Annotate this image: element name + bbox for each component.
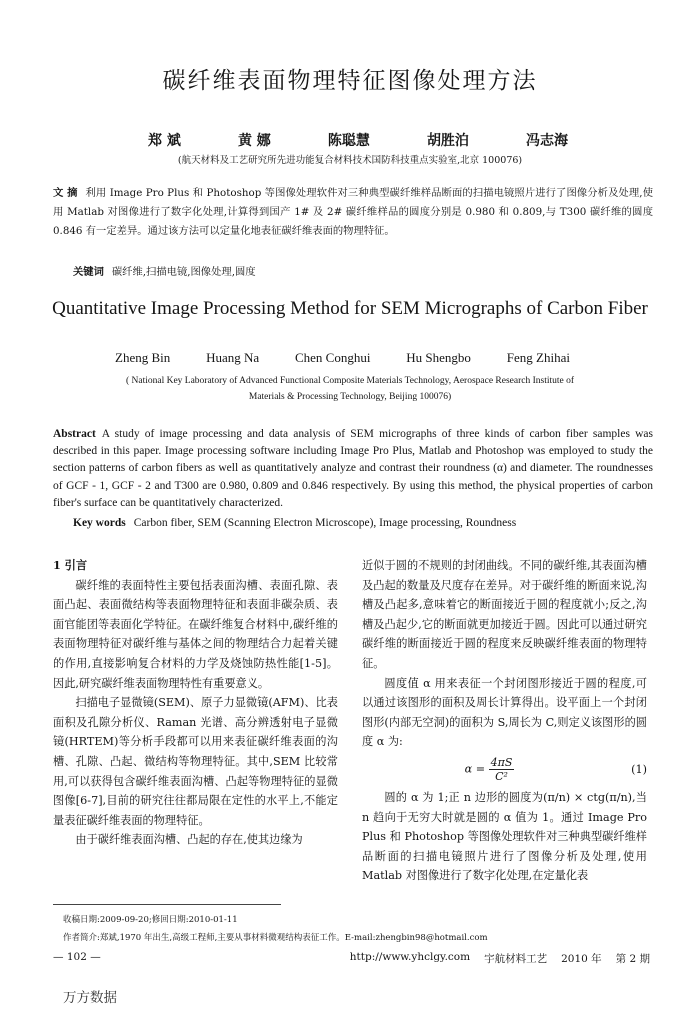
formula-lhs: α = [464,762,486,776]
abstract-cn-label: 文 摘 [53,187,78,199]
formula-expression [362,756,617,783]
paper-title-en: Quantitative Image Processing Method for SEM Micrographs of Carbon Fiber [52,298,648,319]
abstract-en-label: Abstract [53,428,96,440]
footer-journal-info [350,951,650,966]
author-list-cn [148,130,568,150]
affiliation-en-line1: ( National Key Laboratory of Advanced Functional Composite Materials Technology, Aerospace Research Institute of [125,376,575,386]
formula-fraction [489,756,515,783]
formula-denominator: C² [495,770,508,784]
footnote-dates: 收稿日期:2009-09-20;修回日期:2010-01-11 [63,915,238,925]
abstract-en [53,426,653,512]
author-en: Hu Shengbo [406,350,471,365]
formula-number: (1) [631,763,647,777]
author-list-en [115,350,570,366]
keywords-cn-text: 碳纤维,扫描电镜,图像处理,圆度 [111,266,256,278]
author-cn: 陈聪慧 [327,133,370,149]
abstract-cn [53,184,653,241]
body-paragraph: 碳纤维的表面特性主要包括表面沟槽、表面孔隙、表面凸起、表面微结构等表面物理特征和表面非碳杂质、表面官能团等表面化学特征。在碳纤维复合材料中,碳纤维的表面物理特征对碳纤维与基体之间的物理结合力起着关键的作用,直接影响复合材料的力学及烧蚀防热性能[1-5]。因此,研究碳纤维表面物理特性有重要意义。 [53,578,338,690]
roundness-formula [362,752,647,788]
author-cn: 胡胜泊 [426,133,469,149]
abstract-en-text: A study of image processing and data analysis of SEM micrographs of three kinds of carbon fiber samples was described in this paper. Image processing software including Image Pro Plus, Matlab and Photoshop was employed to study the section patterns of carbon fibers as well as quantitatively analyze and contrast their roundness (α) and diameter. The roundnesses of GCF - 1, GCF - 2 and T300 are 0.980, 0.809 and 0.846 respectively. By using this method, the physical properties of carbon fiber's surface can be quantitatively characterized. [53,428,653,509]
paper-title-cn: 碳纤维表面物理特征图像处理方法 [162,68,538,94]
affiliation-cn: (航天材料及工艺研究所先进功能复合材料技术国防科技重点实验室,北京 100076) [177,155,523,166]
body-column-left [53,556,338,850]
watermark-text: 万方数据 [63,990,117,1006]
formula-numerator: 4πS [490,756,513,770]
keywords-en-text: Carbon fiber, SEM (Scanning Electron Microscope), Image processing, Roundness [133,517,517,529]
journal-year: 2010 年 [561,953,602,965]
affiliation-en [0,373,700,405]
section-heading: 1 引言 [53,558,88,572]
journal-url[interactable]: http://www.yhclgy.com [349,951,471,963]
page-number: — 102 — [53,951,101,963]
abstract-cn-text: 利用 Image Pro Plus 和 Photoshop 等图像处理软件对三种典型碳纤维样品断面的扫描电镜照片进行了图像分析及处理,使用 Matlab 对图像进行了数字化处理,计算得到国产 1# 及 2# 碳纤维样品的圆度分别是 0.980 和 0.809,与 T300 碳纤维的圆度 0.846 有一定差异。通过该方法可以定量化地表征碳纤维表面的物理特征。 [53,187,653,237]
author-en: Huang Na [206,350,260,365]
affiliation-en-line2: Materials & Processing Technology, Beijing 100076) [248,392,452,402]
page-footer [53,951,650,966]
body-paragraph: 圆的 α 为 1;正 n 边形的圆度为(π/n) × ctg(π/n),当 n 趋向于无穷大时就是圆的 α 值为 1。通过 Image Pro Plus 和 Photoshop 等图像处理软件对三种典型碳纤维样品断面的扫描电镜照片进行了图像分析及处理,使用 Matlab 对图像进行了数字化处理,在定量化表 [362,790,647,883]
author-cn: 郑 斌 [148,133,181,149]
author-en: Chen Conghui [294,350,371,365]
footnote-author: 作者简介:郑斌,1970 年出生,高级工程师,主要从事材料微观结构表征工作。E-mail:zhengbin98@hotmail.com [63,933,488,943]
footnote-divider [53,904,281,905]
body-paragraph: 扫描电子显微镜(SEM)、原子力显微镜(AFM)、比表面积及孔隙分析仪、Raman 光谱、高分辨透射电子显微镜(HRTEM)等分析手段都可以用来表征碳纤维表面的沟槽、孔隙、凸起、微结构等物理特征。其中,SEM 比较常用,可以获得包含碳纤维表面沟槽、凸起等物理特征的显微图像[6-7],目前的研究往往都局限在定性的水平上,不能定量表征碳纤维表面的物理特征。 [53,696,338,827]
body-paragraph: 圆度值 α 用来表征一个封闭图形接近于圆的程度,可以通过该图形的面积及周长计算得出。设平面上一个封闭图形(内部无空洞)的面积为 S,周长为 C,则定义该图形的圆度 α 为: [362,676,647,749]
journal-issue: 第 2 期 [615,953,650,965]
body-column-right [362,556,647,886]
keywords-cn-label: 关键词 [73,266,104,278]
journal-name: 宇航材料工艺 [484,953,548,965]
keywords-en-label: Key words [73,517,126,529]
author-cn: 冯志海 [526,133,568,149]
body-paragraph: 由于碳纤维表面沟槽、凸起的存在,使其边缘为 [75,833,303,847]
author-en: Zheng Bin [115,350,171,365]
keywords-en [73,517,516,529]
keywords-cn [73,263,256,278]
body-paragraph: 近似于圆的不规则的封闭曲线。不同的碳纤维,其表面沟槽及凸起的数量及尺度存在差异。对于碳纤维的断面来说,沟槽及凸起多,意味着它的断面接近于圆的程度就小;反之,沟槽及凸起少,它的断面就更加接近于圆。因此可以通过研究碳纤维的断面接近于圆的程度来反映碳纤维表面的物理特征。 [362,559,647,670]
author-cn: 黄 娜 [237,133,271,149]
author-en: Feng Zhihai [506,350,570,365]
